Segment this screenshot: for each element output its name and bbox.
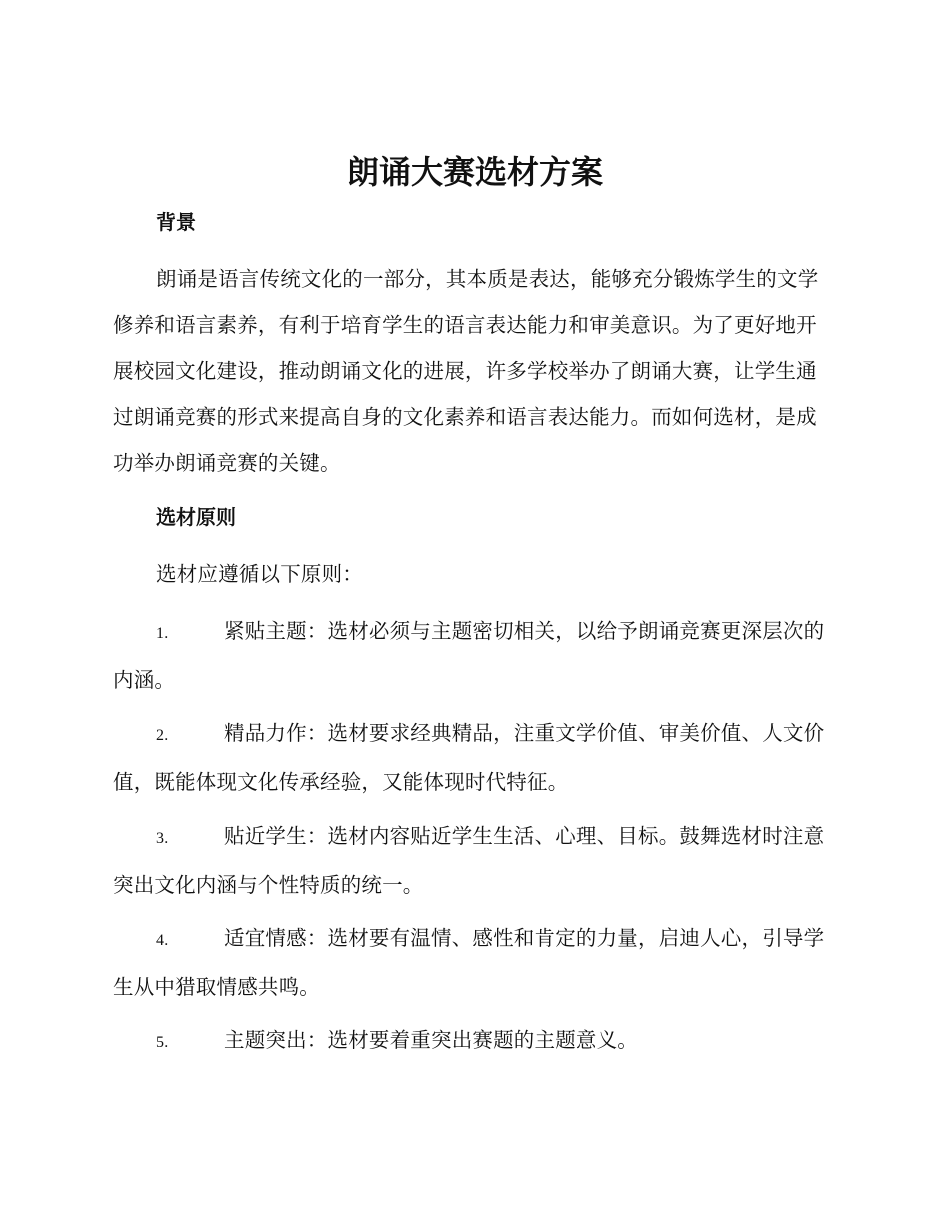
principle-text: 贴近学生：选材内容贴近学生生活、心理、目标。鼓舞选材时注意突出文化内涵与个性特质的统一。 xyxy=(113,824,825,897)
principle-text: 紧贴主题：选材必须与主题密切相关，以给予朗诵竞赛更深层次的内涵。 xyxy=(113,619,825,692)
list-number: 2. xyxy=(156,727,169,744)
section-heading-background: 背景 xyxy=(156,210,196,234)
principle-item xyxy=(113,915,835,1010)
section-heading-principles: 选材原则 xyxy=(156,505,236,529)
document-title: 朗诵大赛选材方案 xyxy=(346,153,603,191)
principles-intro: 选材应遵循以下原则： xyxy=(156,562,363,586)
principle-text: 精品力作：选材要求经典精品，注重文学价值、审美价值、人文价值，既能体现文化传承经验，又能体现时代特征。 xyxy=(113,721,825,794)
principle-text: 适宜情感：选材要有温情、感性和肯定的力量，启迪人心，引导学生从中猎取情感共鸣。 xyxy=(113,926,825,999)
principle-item xyxy=(113,813,835,908)
list-number: 3. xyxy=(156,830,169,847)
principle-text: 主题突出：选材要着重突出赛题的主题意义。 xyxy=(224,1028,638,1052)
principle-item xyxy=(113,710,835,805)
list-number: 4. xyxy=(156,932,169,949)
list-number: 1. xyxy=(156,625,169,642)
background-paragraph: 朗诵是语言传统文化的一部分，其本质是表达，能够充分锻炼学生的文学修养和语言素养，有利于培育学生的语言表达能力和审美意识。为了更好地开展校园文化建设，推动朗诵文化的进展，许多学校举办了朗诵大赛，让学生通过朗诵竞赛的形式来提高自身的文化素养和语言表达能力。而如何选材，是成功举办朗诵竞赛的关键。 xyxy=(113,267,819,475)
principle-item xyxy=(113,1017,835,1066)
principle-item xyxy=(113,608,835,703)
list-number: 5. xyxy=(156,1034,169,1051)
